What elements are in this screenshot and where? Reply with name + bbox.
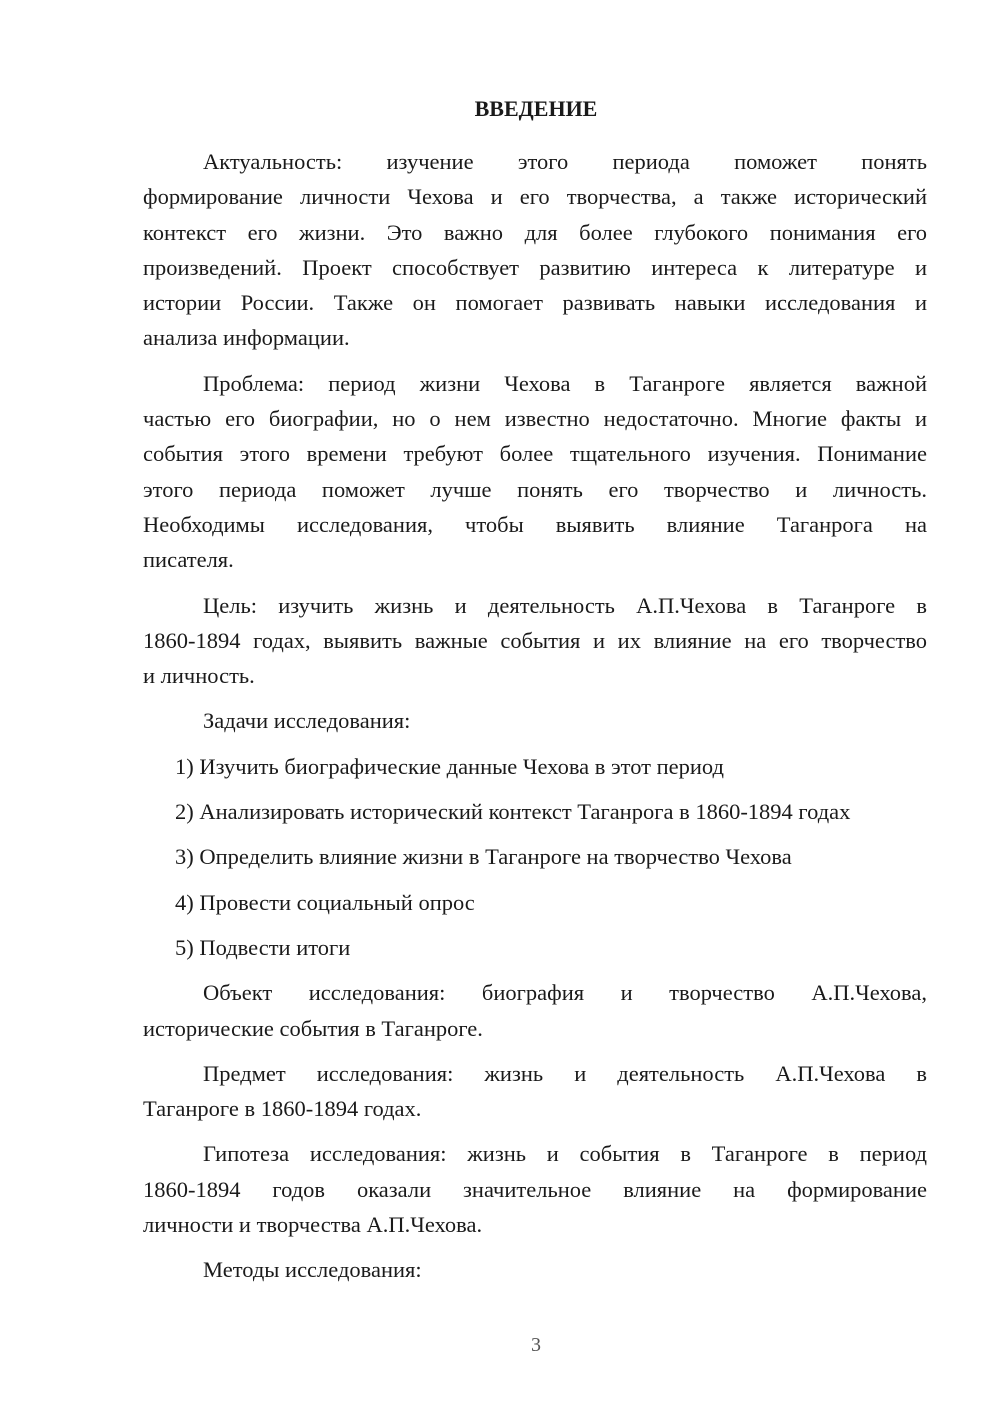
paragraph-problem [143, 366, 927, 578]
tasks-list [143, 749, 927, 975]
tasks-heading: Задачи исследования: [203, 708, 411, 734]
text-line: Объект исследования: биография и творчество А.П.Чехова, [203, 980, 927, 1006]
paragraphs-before [143, 144, 927, 693]
text-line: произведений. Проект способствует развитию интереса к литературе и [143, 254, 927, 280]
text-line: 1860-1894 годов оказали значительное влияние на формирование [143, 1176, 927, 1202]
page-number: 3 [531, 1334, 541, 1356]
task-item: 4) Провести социальный опрос [175, 889, 475, 915]
text-line: контекст его жизни. Это важно для более глубокого понимания его [143, 219, 927, 245]
paragraph-methods [143, 1252, 927, 1287]
text-line: формирование личности Чехова и его творчества, а также исторический [143, 184, 927, 210]
text-line: 1860-1894 годах, выявить важные события и их влияние на его творчество [143, 627, 927, 653]
text-line: писателя. [143, 547, 234, 573]
text-line: Цель: изучить жизнь и деятельность А.П.Чехова в Таганроге в [203, 592, 927, 618]
text-line: личности и творчества А.П.Чехова. [143, 1212, 483, 1238]
paragraph-hypothesis [143, 1136, 927, 1242]
text-line: Необходимы исследования, чтобы выявить влияние Таганрога на [143, 511, 927, 537]
paragraph-object [143, 975, 927, 1046]
text-line: частью его биографии, но о нем известно недостаточно. Многие факты и [143, 406, 927, 432]
tasks-heading-paragraph [143, 703, 927, 738]
task-item: 5) Подвести итоги [175, 934, 351, 960]
paragraph-subject [143, 1056, 927, 1127]
task-item: 2) Анализировать исторический контекст Таганрога в 1860-1894 годах [175, 799, 851, 825]
page-title: ВВЕДЕНИЕ [474, 96, 598, 121]
body-text [143, 144, 927, 1298]
task-item: 3) Определить влияние жизни в Таганроге на творчество Чехова [175, 844, 792, 870]
text-line: Предмет исследования: жизнь и деятельность А.П.Чехова в [203, 1060, 927, 1086]
text-line: Гипотеза исследования: жизнь и события в Таганроге в период [203, 1141, 927, 1167]
text-line: и личность. [143, 663, 255, 689]
paragraph-goal [143, 588, 927, 694]
task-item: 1) Изучить биографические данные Чехова в этот период [175, 753, 724, 779]
text-line: Методы исследования: [203, 1257, 422, 1283]
paragraph-relevance [143, 144, 927, 356]
text-line: исторические события в Таганроге. [143, 1015, 483, 1041]
text-line: анализа информации. [143, 325, 350, 351]
paragraphs-after [143, 975, 927, 1287]
text-line: Таганроге в 1860-1894 годах. [143, 1096, 422, 1122]
text-line: истории России. Также он помогает развивать навыки исследования и [143, 290, 927, 316]
text-line: этого периода поможет лучше понять его творчество и личность. [143, 476, 927, 502]
text-line: Проблема: период жизни Чехова в Таганроге является важной [203, 370, 927, 396]
text-line: Актуальность: изучение этого периода поможет понять [203, 149, 927, 174]
text-line: события этого времени требуют более тщательного изучения. Понимание [143, 441, 927, 467]
